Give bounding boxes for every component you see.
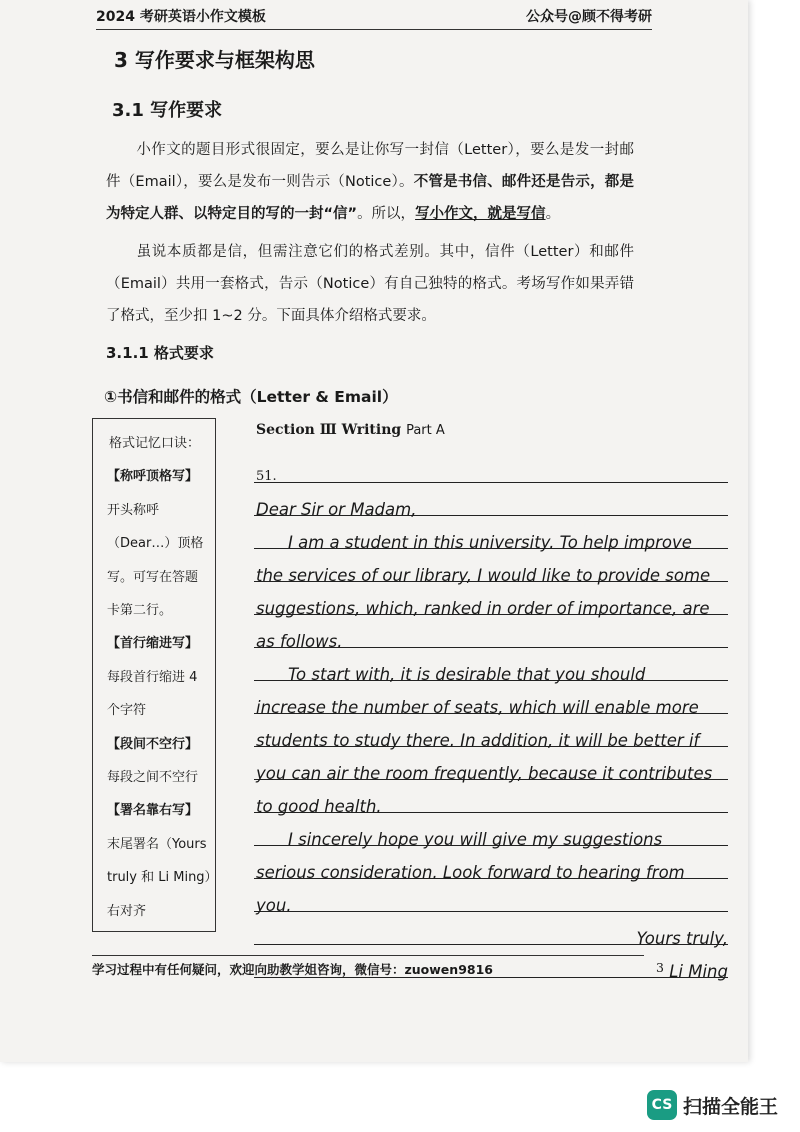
answer-line-number — [254, 450, 728, 483]
handwritten-text: suggestions, which, ranked in order of importance, are — [256, 599, 710, 618]
section-normal: Part A — [406, 423, 445, 438]
mnemonic-rule-text: truly 和 Li Ming） — [107, 870, 218, 886]
handwritten-text: I sincerely hope you will give my suggestions — [288, 830, 663, 849]
answer-sheet-lines — [254, 450, 728, 981]
section-label — [256, 422, 445, 438]
handwritten-text: I am a student in this university. To help improve — [288, 533, 692, 552]
handwritten-text: To start with, it is desirable that you should — [288, 665, 646, 684]
handwritten-text: Yours truly, — [636, 929, 728, 948]
answer-line — [254, 483, 728, 519]
paragraph-1-bold: 不管是书信、邮件还是告示，都是为特定人群、以特定目的写的一封“信” — [106, 174, 635, 222]
handwritten-text: to good health. — [256, 797, 382, 816]
paragraph-1-underlined: 写小作文，就是写信 — [415, 206, 546, 222]
mnemonic-rule-text: 每段之间不空行 — [107, 770, 199, 786]
paragraph-1-end: 。 — [545, 206, 561, 222]
handwritten-text: you can air the room frequently, because it contributes — [256, 764, 713, 783]
mnemonic-rule-text: 个字符 — [107, 703, 147, 719]
camscanner-logo-icon: CS — [647, 1090, 677, 1120]
answer-line — [254, 714, 728, 750]
header-right: 公众号@顾不得考研 — [526, 9, 652, 25]
mnemonic-rule-title: 【称呼顶格写】 — [107, 469, 199, 485]
handwritten-text: serious consideration. Look forward to hearing from — [256, 863, 685, 882]
handwritten-text: Li Ming — [669, 962, 728, 981]
paragraph-1-normal: 小作文的题目形式很固定，要么是让你写一封信（Letter），要么是发一封邮件（Email），要么是发布一则告示（Notice）。 — [106, 142, 634, 190]
mnemonic-rule-text: 末尾署名（Yours — [107, 836, 207, 852]
handwritten-text: the services of our library, I would like to provide some — [256, 566, 711, 585]
mnemonic-rule-text: 开头称呼 — [107, 502, 160, 518]
mnemonic-title: 格式记忆口诀： — [109, 436, 201, 451]
scanner-watermark — [647, 1090, 778, 1120]
handwritten-text: as follows. — [256, 632, 343, 651]
answer-line — [254, 813, 728, 849]
handwritten-text: students to study there. In addition, it will be better if — [256, 731, 700, 750]
watermark-text: 扫描全能王 — [682, 1095, 778, 1118]
mnemonic-rule-title: 【署名靠右写】 — [107, 803, 199, 819]
header-left: 2024 考研英语小作文模板 — [96, 9, 266, 25]
section-bold: Section Ⅲ Writing — [256, 422, 402, 438]
page-number: 3 — [656, 960, 664, 975]
answer-line — [254, 681, 728, 717]
mnemonic-rule-text: 卡第二行。 — [107, 603, 173, 619]
answer-line — [254, 747, 728, 783]
mnemonic-rule-text: 写。可写在答题 — [107, 569, 199, 585]
mnemonic-rule-title: 【段间不空行】 — [107, 736, 199, 752]
heading-2: 3.1 写作要求 — [112, 100, 223, 121]
handwritten-text: Dear Sir or Madam, — [256, 500, 417, 519]
answer-line — [254, 582, 728, 618]
mnemonic-rule-title: 【首行缩进写】 — [107, 636, 199, 652]
answer-line — [254, 780, 728, 816]
handwritten-text: increase the number of seats, which will enable more — [256, 698, 699, 717]
answer-line — [254, 516, 728, 552]
page-footer — [92, 955, 664, 978]
paragraph-2 — [106, 236, 634, 332]
heading-1: 3 写作要求与框架构思 — [114, 48, 315, 72]
answer-line — [254, 648, 728, 684]
answer-line — [254, 912, 728, 948]
paragraph-2-text: 虽说本质都是信，但需注意它们的格式差别。其中，信件（Letter）和邮件（Email）共用一套格式，告示（Notice）有自己独特的格式。考场写作如果弄错了格式，至少扣 1~2 分。下面具体介绍格式要求。 — [106, 244, 634, 324]
footer-text: 学习过程中有任何疑问，欢迎向助教学姐咨询，微信号：zuowen9816 — [92, 962, 493, 977]
question-number: 51. — [256, 469, 277, 484]
answer-line — [254, 615, 728, 651]
mnemonic-rule-text: 右对齐 — [107, 903, 147, 919]
answer-line — [254, 549, 728, 585]
mnemonic-rule-text: （Dear…）顶格 — [107, 536, 204, 552]
paragraph-1 — [106, 134, 634, 230]
mnemonic-box — [92, 418, 216, 932]
paragraph-1-tail: 。所以， — [357, 206, 416, 222]
page-header — [96, 2, 652, 30]
answer-line — [254, 879, 728, 915]
heading-3: 3.1.1 格式要求 — [106, 344, 214, 362]
heading-4: ①书信和邮件的格式（Letter & Email） — [104, 388, 398, 406]
mnemonic-rule-text: 每段首行缩进 4 — [107, 669, 198, 685]
answer-line — [254, 846, 728, 882]
handwritten-text: you. — [256, 896, 292, 915]
